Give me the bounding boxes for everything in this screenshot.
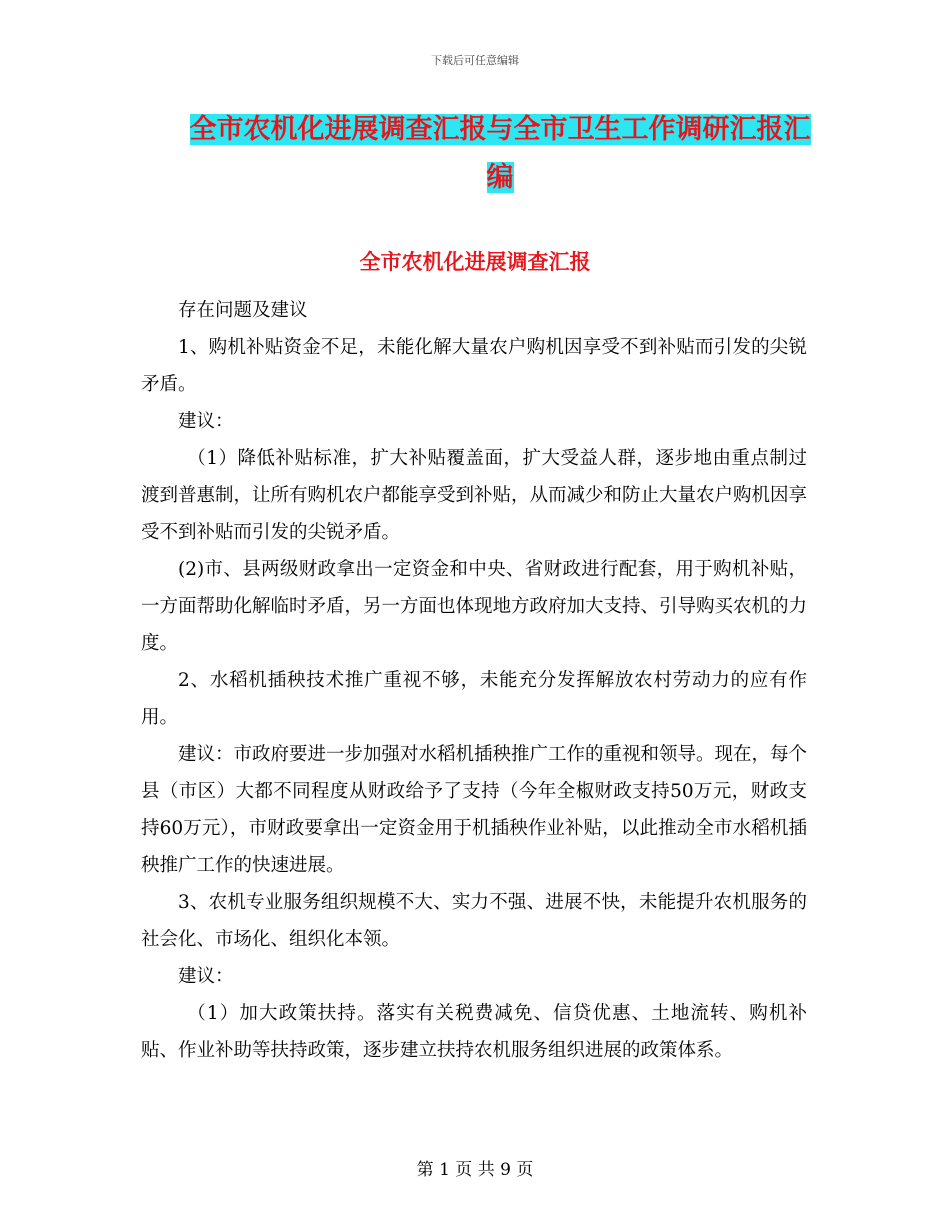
paragraph: 2、水稻机插秧技术推广重视不够，未能充分发挥解放农村劳动力的应有作用。	[141, 670, 807, 728]
page-header-note: 下载后可任意编辑	[431, 54, 519, 67]
paragraph: 3、农机专业服务组织规模不大、实力不强、进展不快，未能提升农机服务的社会化、市场化、组织化本领。	[141, 892, 807, 950]
paragraph: 1、购机补贴资金不足，未能化解大量农户购机因享受不到补贴而引发的尖锐矛盾。	[141, 337, 807, 395]
page-number-footer: 第 1 页 共 9 页	[416, 1160, 534, 1180]
document-title-text: 全市农机化进展调查汇报与全市卫生工作调研汇报汇编	[189, 114, 811, 193]
section-title: 全市农机化进展调查汇报	[359, 250, 591, 274]
paragraph: 建议：市政府要进一步加强对水稻机插秧推广工作的重视和领导。现在，每个县（市区）大都不同程度从财政给予了支持（今年全椒财政支持50万元，财政支持60万元），市财政要拿出一定资金用于机插秧作业补贴，以此推动全市水稻机插秧推广工作的快速进展。	[141, 744, 808, 876]
paragraph: (2)市、县两级财政拿出一定资金和中央、省财政进行配套，用于购机补贴，一方面帮助化解临时矛盾，另一方面也体现地方政府加大支持、引导购买农机的力度。	[141, 559, 808, 654]
paragraph: （1）加大政策扶持。落实有关税费减免、信贷优惠、土地流转、购机补贴、作业补助等扶持政策，逐步建立扶持农机服务组织进展的政策体系。	[141, 1003, 807, 1061]
paragraph: （1）降低补贴标准，扩大补贴覆盖面，扩大受益人群，逐步地由重点制过渡到普惠制，让所有购机农户都能享受到补贴，从而减少和防止大量农户购机因享受不到补贴而引发的尖锐矛盾。	[141, 448, 808, 543]
document-title	[185, 106, 815, 202]
paragraph: 存在问题及建议	[178, 300, 308, 321]
paragraph: 建议：	[178, 411, 234, 432]
paragraph: 建议：	[178, 966, 234, 987]
document-body	[141, 292, 807, 1069]
